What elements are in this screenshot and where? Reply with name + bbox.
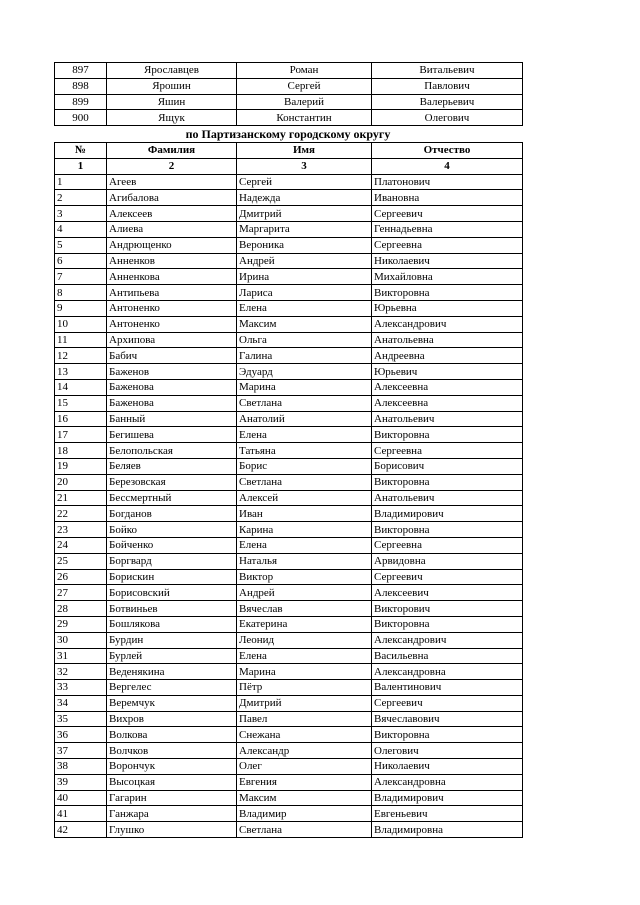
cell-patronymic: Сергеевич <box>372 695 523 711</box>
cell-number: 23 <box>55 522 107 538</box>
cell-patronymic: Витальевич <box>372 63 523 79</box>
cell-patronymic: Сергеевна <box>372 537 523 553</box>
cell-number: 8 <box>55 285 107 301</box>
cell-patronymic: Сергеевна <box>372 237 523 253</box>
cell-name: Елена <box>237 537 372 553</box>
cell-name: Эдуард <box>237 364 372 380</box>
cell-surname: Ярославцев <box>107 63 237 79</box>
table-row <box>55 94 523 110</box>
cell-surname: Антоненко <box>107 300 237 316</box>
table-row <box>55 443 523 459</box>
cell-surname: Яшин <box>107 94 237 110</box>
cell-patronymic: Викторовна <box>372 285 523 301</box>
table-row <box>55 616 523 632</box>
cell-number: 899 <box>55 94 107 110</box>
cell-name: Наталья <box>237 553 372 569</box>
cell-patronymic: Сергеевич <box>372 206 523 222</box>
table-row <box>55 569 523 585</box>
table-row <box>55 379 523 395</box>
cell-patronymic: Анатольевна <box>372 332 523 348</box>
cell-patronymic: Николаевич <box>372 253 523 269</box>
table-row <box>55 237 523 253</box>
cell-patronymic: Ивановна <box>372 190 523 206</box>
cell-name: Надежда <box>237 190 372 206</box>
cell-surname: Бурдин <box>107 632 237 648</box>
cell-number: 15 <box>55 395 107 411</box>
cell-name: Елена <box>237 648 372 664</box>
table-row <box>55 110 523 126</box>
cell-number: 6 <box>55 253 107 269</box>
cell-name: Лариса <box>237 285 372 301</box>
cell-number: 34 <box>55 695 107 711</box>
table-row <box>55 632 523 648</box>
cell-patronymic: Юрьевна <box>372 300 523 316</box>
cell-patronymic: Александровна <box>372 664 523 680</box>
cell-patronymic: Владимирович <box>372 506 523 522</box>
cell-patronymic: Андреевна <box>372 348 523 364</box>
cell-surname: Ворончук <box>107 759 237 775</box>
table-row <box>55 316 523 332</box>
cell-patronymic: Алексеевна <box>372 395 523 411</box>
cell-patronymic: Арвидовна <box>372 553 523 569</box>
table-row <box>55 711 523 727</box>
cell-surname: Глушко <box>107 822 237 838</box>
cell-patronymic: Викторовна <box>372 474 523 490</box>
table-row <box>55 774 523 790</box>
cell-name: Карина <box>237 522 372 538</box>
table-row <box>55 332 523 348</box>
cell-surname: Ботвиньев <box>107 601 237 617</box>
cell-number: 14 <box>55 379 107 395</box>
cell-patronymic: Васильевна <box>372 648 523 664</box>
table-row <box>55 78 523 94</box>
cell-number: 42 <box>55 822 107 838</box>
cell-name: Владимир <box>237 806 372 822</box>
cell-name: Маргарита <box>237 221 372 237</box>
cell-surname: Бабич <box>107 348 237 364</box>
cell-surname: Бегишева <box>107 427 237 443</box>
table-row <box>55 253 523 269</box>
cell-name: Александр <box>237 743 372 759</box>
cell-surname: Баженова <box>107 379 237 395</box>
column-number: 1 <box>55 158 107 174</box>
cell-number: 26 <box>55 569 107 585</box>
cell-surname: Бурлей <box>107 648 237 664</box>
cell-surname: Ящук <box>107 110 237 126</box>
cell-number: 900 <box>55 110 107 126</box>
cell-patronymic: Евгеньевич <box>372 806 523 822</box>
cell-name: Светлана <box>237 822 372 838</box>
header-surname: Фамилия <box>107 143 237 159</box>
table-row <box>55 585 523 601</box>
cell-name: Олег <box>237 759 372 775</box>
cell-surname: Беляев <box>107 458 237 474</box>
table-row <box>55 458 523 474</box>
cell-surname: Банный <box>107 411 237 427</box>
cell-surname: Березовская <box>107 474 237 490</box>
table-row <box>55 63 523 79</box>
cell-patronymic: Борисович <box>372 458 523 474</box>
cell-number: 29 <box>55 616 107 632</box>
table-row <box>55 648 523 664</box>
cell-name: Леонид <box>237 632 372 648</box>
cell-name: Светлана <box>237 395 372 411</box>
cell-name: Ирина <box>237 269 372 285</box>
cell-patronymic: Викторовна <box>372 427 523 443</box>
cell-patronymic: Олегович <box>372 110 523 126</box>
cell-patronymic: Николаевич <box>372 759 523 775</box>
cell-surname: Анненков <box>107 253 237 269</box>
cell-name: Елена <box>237 300 372 316</box>
cell-name: Вячеслав <box>237 601 372 617</box>
table-row <box>55 680 523 696</box>
table-row <box>55 221 523 237</box>
cell-patronymic: Александрович <box>372 316 523 332</box>
cell-patronymic: Вячеславович <box>372 711 523 727</box>
cell-surname: Веремчук <box>107 695 237 711</box>
cell-surname: Борисовский <box>107 585 237 601</box>
table-row <box>55 427 523 443</box>
cell-number: 18 <box>55 443 107 459</box>
cell-name: Светлана <box>237 474 372 490</box>
cell-name: Андрей <box>237 253 372 269</box>
table-row <box>55 206 523 222</box>
cell-name: Дмитрий <box>237 206 372 222</box>
cell-name: Марина <box>237 379 372 395</box>
cell-number: 41 <box>55 806 107 822</box>
cell-patronymic: Алексеевич <box>372 585 523 601</box>
cell-number: 19 <box>55 458 107 474</box>
header-row <box>55 143 523 159</box>
cell-name: Татьяна <box>237 443 372 459</box>
cell-number: 10 <box>55 316 107 332</box>
cell-name: Константин <box>237 110 372 126</box>
table-row <box>55 190 523 206</box>
cell-surname: Борискин <box>107 569 237 585</box>
cell-surname: Агеев <box>107 174 237 190</box>
cell-name: Марина <box>237 664 372 680</box>
cell-name: Евгения <box>237 774 372 790</box>
cell-name: Сергей <box>237 78 372 94</box>
cell-patronymic: Михайловна <box>372 269 523 285</box>
cell-number: 39 <box>55 774 107 790</box>
cell-surname: Белопольская <box>107 443 237 459</box>
cell-patronymic: Анатольевич <box>372 490 523 506</box>
cell-surname: Высоцкая <box>107 774 237 790</box>
cell-surname: Ярошин <box>107 78 237 94</box>
cell-name: Сергей <box>237 174 372 190</box>
cell-number: 22 <box>55 506 107 522</box>
cell-patronymic: Владимировна <box>372 822 523 838</box>
candidates-table <box>54 142 523 838</box>
cell-name: Павел <box>237 711 372 727</box>
cell-patronymic: Владимирович <box>372 790 523 806</box>
cell-number: 38 <box>55 759 107 775</box>
cell-surname: Архипова <box>107 332 237 348</box>
cell-number: 36 <box>55 727 107 743</box>
table-row <box>55 506 523 522</box>
cell-number: 16 <box>55 411 107 427</box>
cell-number: 25 <box>55 553 107 569</box>
table-row <box>55 395 523 411</box>
cell-number: 897 <box>55 63 107 79</box>
cell-number: 20 <box>55 474 107 490</box>
cell-name: Екатерина <box>237 616 372 632</box>
cell-name: Борис <box>237 458 372 474</box>
cell-patronymic: Сергеевна <box>372 443 523 459</box>
table-header <box>55 143 523 175</box>
previous-list-body <box>55 63 523 126</box>
header-patronymic: Отчество <box>372 143 523 159</box>
cell-patronymic: Алексеевна <box>372 379 523 395</box>
cell-patronymic: Сергеевич <box>372 569 523 585</box>
table-row <box>55 664 523 680</box>
cell-number: 5 <box>55 237 107 253</box>
cell-patronymic: Александрович <box>372 632 523 648</box>
cell-surname: Бойко <box>107 522 237 538</box>
cell-patronymic: Олегович <box>372 743 523 759</box>
cell-name: Анатолий <box>237 411 372 427</box>
cell-surname: Ганжара <box>107 806 237 822</box>
cell-surname: Волчков <box>107 743 237 759</box>
cell-name: Иван <box>237 506 372 522</box>
cell-surname: Вергелес <box>107 680 237 696</box>
cell-surname: Андрющенко <box>107 237 237 253</box>
table-row <box>55 474 523 490</box>
table-row <box>55 601 523 617</box>
cell-name: Вероника <box>237 237 372 253</box>
column-number: 4 <box>372 158 523 174</box>
table-row <box>55 695 523 711</box>
cell-name: Елена <box>237 427 372 443</box>
cell-surname: Антоненко <box>107 316 237 332</box>
cell-number: 7 <box>55 269 107 285</box>
cell-surname: Агибалова <box>107 190 237 206</box>
cell-number: 33 <box>55 680 107 696</box>
cell-name: Алексей <box>237 490 372 506</box>
column-number: 2 <box>107 158 237 174</box>
cell-name: Пётр <box>237 680 372 696</box>
cell-patronymic: Геннадьевна <box>372 221 523 237</box>
table-row <box>55 790 523 806</box>
cell-patronymic: Валерьевич <box>372 94 523 110</box>
cell-number: 12 <box>55 348 107 364</box>
cell-surname: Гагарин <box>107 790 237 806</box>
cell-name: Дмитрий <box>237 695 372 711</box>
column-number-row <box>55 158 523 174</box>
cell-number: 2 <box>55 190 107 206</box>
cell-surname: Волкова <box>107 727 237 743</box>
table-row <box>55 537 523 553</box>
cell-name: Валерий <box>237 94 372 110</box>
table-row <box>55 727 523 743</box>
cell-number: 4 <box>55 221 107 237</box>
cell-surname: Бойченко <box>107 537 237 553</box>
cell-name: Андрей <box>237 585 372 601</box>
table-row <box>55 490 523 506</box>
cell-name: Виктор <box>237 569 372 585</box>
table-row <box>55 269 523 285</box>
header-name: Имя <box>237 143 372 159</box>
cell-name: Ольга <box>237 332 372 348</box>
cell-number: 28 <box>55 601 107 617</box>
cell-surname: Бошлякова <box>107 616 237 632</box>
cell-patronymic: Юрьевич <box>372 364 523 380</box>
cell-surname: Вихров <box>107 711 237 727</box>
cell-surname: Веденякина <box>107 664 237 680</box>
cell-number: 11 <box>55 332 107 348</box>
table-row <box>55 348 523 364</box>
cell-patronymic: Валентинович <box>372 680 523 696</box>
cell-patronymic: Викторовна <box>372 616 523 632</box>
cell-number: 3 <box>55 206 107 222</box>
cell-name: Роман <box>237 63 372 79</box>
cell-surname: Богданов <box>107 506 237 522</box>
cell-patronymic: Павлович <box>372 78 523 94</box>
cell-number: 17 <box>55 427 107 443</box>
cell-surname: Бессмертный <box>107 490 237 506</box>
cell-patronymic: Викторовна <box>372 522 523 538</box>
cell-number: 30 <box>55 632 107 648</box>
cell-number: 21 <box>55 490 107 506</box>
table-row <box>55 364 523 380</box>
previous-list-table <box>54 62 523 126</box>
column-number: 3 <box>237 158 372 174</box>
cell-surname: Алексеев <box>107 206 237 222</box>
table-row <box>55 806 523 822</box>
table-row <box>55 411 523 427</box>
table-row <box>55 759 523 775</box>
cell-surname: Анненкова <box>107 269 237 285</box>
header-number: № <box>55 143 107 159</box>
table-row <box>55 300 523 316</box>
cell-surname: Баженова <box>107 395 237 411</box>
section-title: по Партизанскому городскому округу <box>185 127 391 141</box>
cell-patronymic: Анатольевич <box>372 411 523 427</box>
cell-patronymic: Александровна <box>372 774 523 790</box>
cell-number: 1 <box>55 174 107 190</box>
cell-patronymic: Викторовна <box>372 727 523 743</box>
table-row <box>55 174 523 190</box>
cell-number: 13 <box>55 364 107 380</box>
cell-name: Максим <box>237 790 372 806</box>
cell-number: 40 <box>55 790 107 806</box>
cell-number: 9 <box>55 300 107 316</box>
cell-patronymic: Платонович <box>372 174 523 190</box>
cell-patronymic: Викторович <box>372 601 523 617</box>
table-row <box>55 743 523 759</box>
table-row <box>55 553 523 569</box>
cell-number: 898 <box>55 78 107 94</box>
cell-number: 37 <box>55 743 107 759</box>
table-row <box>55 522 523 538</box>
cell-name: Галина <box>237 348 372 364</box>
cell-surname: Баженов <box>107 364 237 380</box>
cell-name: Снежана <box>237 727 372 743</box>
cell-number: 31 <box>55 648 107 664</box>
cell-number: 27 <box>55 585 107 601</box>
cell-number: 32 <box>55 664 107 680</box>
cell-number: 24 <box>55 537 107 553</box>
cell-surname: Боргвард <box>107 553 237 569</box>
cell-surname: Антипьева <box>107 285 237 301</box>
table-row <box>55 285 523 301</box>
cell-number: 35 <box>55 711 107 727</box>
cell-name: Максим <box>237 316 372 332</box>
table-row <box>55 822 523 838</box>
cell-surname: Алиева <box>107 221 237 237</box>
table-body <box>55 174 523 837</box>
